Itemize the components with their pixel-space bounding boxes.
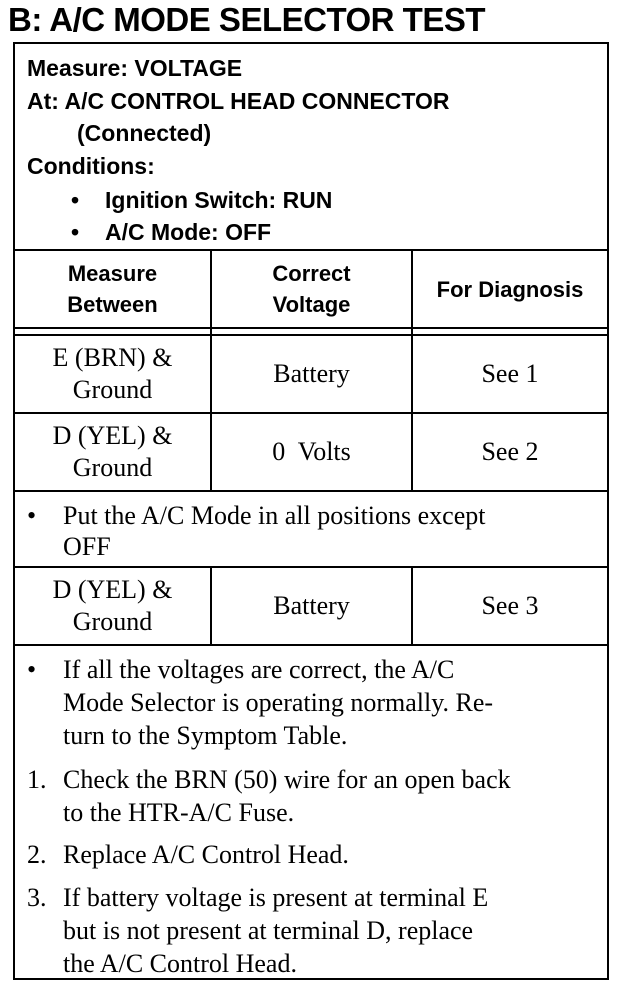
note-line: Mode Selector is operating normally. Re- [63,688,494,717]
note-line: turn to the Symptom Table. [63,721,348,750]
cell-for-diagnosis: See 1 [481,359,539,388]
condition-item [71,184,79,216]
step-number: 1. [27,765,47,794]
bullet-icon: • [27,655,37,684]
column-header-measure-between: Measure Between [67,261,158,317]
note-line: If all the voltages are correct, the A/C [63,655,455,684]
bullet-icon: • [71,187,80,213]
row-divider [15,644,607,646]
cell-for-diagnosis: See 2 [481,437,539,466]
bullet-icon: • [71,219,80,245]
column-header-correct-voltage: Correct Voltage [272,261,351,317]
page-title: B: A/C MODE SELECTOR TEST [8,1,486,38]
step-line: to the HTR-A/C Fuse. [63,798,295,827]
bullet-icon: • [27,501,37,530]
condition-text: A/C Mode: OFF [105,219,272,245]
at-sub-label: (Connected) [77,120,212,146]
conditions-label: Conditions: [27,153,155,179]
step-line: If battery voltage is present at terminal E [63,883,489,912]
step-number: 2. [27,840,47,869]
row-divider [15,490,607,492]
step-line: the A/C Control Head. [63,949,297,978]
column-header-for-diagnosis: For Diagnosis [436,276,584,302]
step-number: 3. [27,883,47,912]
cell-for-diagnosis: See 3 [481,591,539,620]
test-procedure-box [13,42,609,980]
step-line: Check the BRN (50) wire for an open back [63,765,511,794]
at-label: At: A/C CONTROL HEAD CONNECTOR [27,88,450,114]
cell-correct-voltage: Battery [273,359,350,388]
cell-measure-between: E (BRN) & Ground [52,343,173,404]
cell-measure-between: D (YEL) & Ground [52,575,173,636]
condition-text: Ignition Switch: RUN [105,187,333,213]
cell-correct-voltage: 0 Volts [272,437,351,466]
header-divider-double [15,327,607,329]
cell-measure-between: D (YEL) & Ground [52,421,173,482]
instruction-line: OFF [63,532,111,561]
instruction-line: Put the A/C Mode in all positions except [63,501,486,530]
measure-label: Measure: VOLTAGE [27,55,243,81]
cell-correct-voltage: Battery [273,591,350,620]
step-line: but is not present at terminal D, replace [63,916,474,945]
step-line: Replace A/C Control Head. [63,840,349,869]
condition-item [71,216,79,248]
